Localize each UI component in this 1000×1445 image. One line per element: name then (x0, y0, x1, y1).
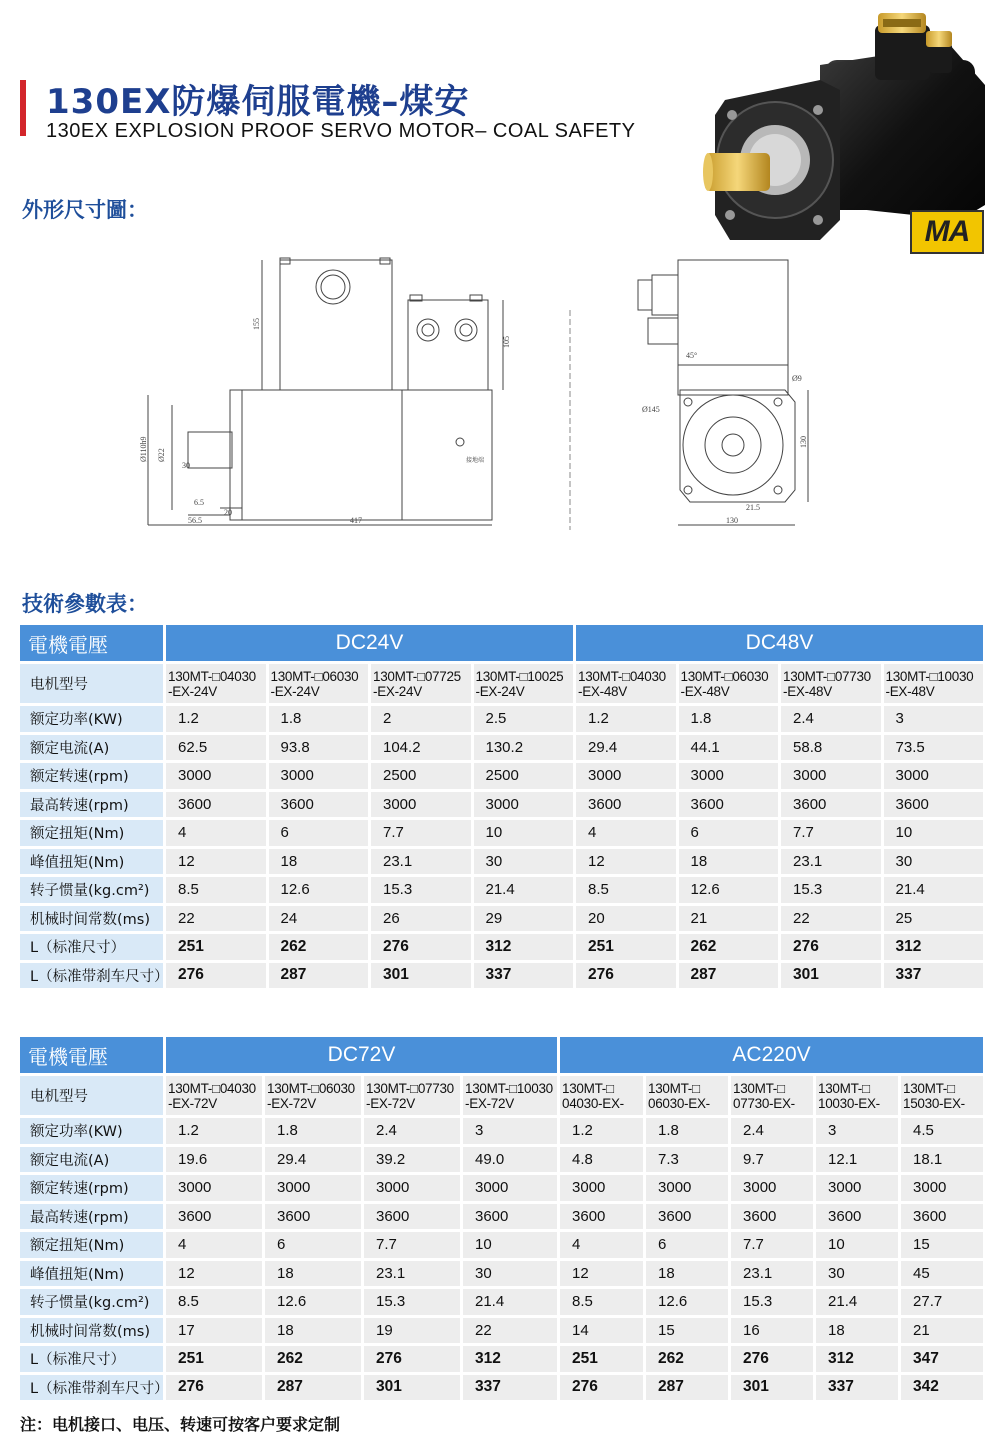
value-cell: 20 (576, 906, 679, 935)
value-cell: 8.5 (576, 877, 679, 906)
value-cell: 12 (560, 1261, 646, 1290)
value-cell: 3000 (269, 763, 372, 792)
value-cell: 30 (884, 849, 987, 878)
table-row (20, 1318, 986, 1347)
dim-105: 105 (502, 336, 511, 348)
dim-dia145: Ø145 (642, 405, 660, 414)
value-cell: 312 (816, 1346, 901, 1375)
value-cell: 3000 (731, 1175, 816, 1204)
table-row (20, 706, 986, 735)
value-cell: 3 (463, 1118, 560, 1147)
value-cell: 1.2 (560, 1118, 646, 1147)
dim-dia9: Ø9 (792, 374, 802, 383)
table-row (20, 664, 986, 706)
value-cell: 10 (474, 820, 577, 849)
value-cell: 262 (679, 934, 782, 963)
value-cell: 287 (269, 963, 372, 992)
table-row (20, 820, 986, 849)
value-cell: 22 (781, 906, 884, 935)
value-cell: 3000 (816, 1175, 901, 1204)
value-cell: 3600 (816, 1204, 901, 1233)
row-label: 电机型号 (20, 664, 166, 706)
model-line: 130MT-□ (818, 1080, 870, 1096)
ground-label: 接地端 (466, 458, 485, 464)
group-header-dc48v: DC48V (576, 625, 986, 664)
dim-21-5: 21.5 (746, 503, 760, 512)
table-row (20, 906, 986, 935)
value-cell: 3600 (364, 1204, 463, 1233)
value-cell: 30 (474, 849, 577, 878)
dimension-drawing (130, 240, 830, 540)
value-cell: 8.5 (166, 877, 269, 906)
model-cell (560, 1076, 646, 1118)
value-cell: 39.2 (364, 1147, 463, 1176)
value-cell: 3600 (576, 792, 679, 821)
model-cell (731, 1076, 816, 1118)
value-cell: 3600 (781, 792, 884, 821)
model-cell (884, 664, 987, 706)
model-cell (576, 664, 679, 706)
value-cell: 21.4 (474, 877, 577, 906)
value-cell: 23.1 (364, 1261, 463, 1290)
page-title: 130EX防爆伺服電機–煤安 (46, 82, 470, 122)
model-line: 130MT-□06030 (267, 1080, 355, 1096)
value-cell: 3000 (474, 792, 577, 821)
ma-certification-badge: MA (910, 210, 984, 254)
spec-table-dc24-dc48 (20, 625, 986, 991)
row-label: L（标准尺寸） (20, 1346, 166, 1375)
value-cell: 26 (371, 906, 474, 935)
model-cell (816, 1076, 901, 1118)
value-cell: 3600 (560, 1204, 646, 1233)
row-label: 机械时间常数(ms) (20, 906, 166, 935)
value-cell: 21.4 (816, 1289, 901, 1318)
value-cell: 287 (265, 1375, 364, 1404)
value-cell: 19.6 (166, 1147, 265, 1176)
dim-30: 30 (182, 461, 190, 470)
value-cell: 3000 (679, 763, 782, 792)
model-cell (646, 1076, 731, 1118)
table-row (20, 1147, 986, 1176)
value-cell: 12 (166, 849, 269, 878)
footnote: 注：电机接口、电压、转速可按客户要求定制 (20, 1415, 341, 1434)
value-cell: 30 (816, 1261, 901, 1290)
value-cell: 276 (166, 963, 269, 992)
value-cell: 312 (884, 934, 987, 963)
dim-56-5: 56.5 (188, 516, 202, 525)
value-cell: 276 (731, 1346, 816, 1375)
value-cell: 3600 (901, 1204, 986, 1233)
value-cell: 19 (364, 1318, 463, 1347)
value-cell: 262 (265, 1346, 364, 1375)
value-cell: 29.4 (576, 735, 679, 764)
value-cell: 8.5 (560, 1289, 646, 1318)
value-cell: 287 (646, 1375, 731, 1404)
value-cell: 276 (166, 1375, 265, 1404)
value-cell: 104.2 (371, 735, 474, 764)
value-cell: 15 (901, 1232, 986, 1261)
value-cell: 3000 (646, 1175, 731, 1204)
value-cell: 1.2 (576, 706, 679, 735)
value-cell: 10 (884, 820, 987, 849)
value-cell: 10 (463, 1232, 560, 1261)
model-cell (781, 664, 884, 706)
model-line: 10030-EX- (818, 1095, 880, 1111)
row-label: 额定转速(rpm) (20, 763, 166, 792)
value-cell: 14 (560, 1318, 646, 1347)
model-line: 130MT-□ (733, 1080, 785, 1096)
value-cell: 18 (816, 1318, 901, 1347)
table-row (20, 1175, 986, 1204)
value-cell: 15.3 (364, 1289, 463, 1318)
dim-130-height: 130 (799, 436, 808, 448)
value-cell: 18 (646, 1261, 731, 1290)
value-cell: 15.3 (371, 877, 474, 906)
value-cell: 12 (576, 849, 679, 878)
model-cell (474, 664, 577, 706)
table-row (20, 877, 986, 906)
value-cell: 3600 (265, 1204, 364, 1233)
model-cell (265, 1076, 364, 1118)
title-accent-bar (20, 80, 26, 136)
value-cell: 2 (371, 706, 474, 735)
value-cell: 3 (816, 1118, 901, 1147)
value-cell: 2.5 (474, 706, 577, 735)
table-row (20, 1346, 986, 1375)
value-cell: 3600 (166, 1204, 265, 1233)
model-line: -EX-48V (885, 683, 935, 699)
model-cell (166, 664, 269, 706)
value-cell: 18 (269, 849, 372, 878)
dimensions-heading: 外形尺寸圖： (22, 198, 148, 222)
value-cell: 44.1 (679, 735, 782, 764)
table-row (20, 763, 986, 792)
side-view (148, 258, 503, 525)
value-cell: 27.7 (901, 1289, 986, 1318)
model-line: 130MT-□ (562, 1080, 614, 1096)
spec-table-dc72-ac220 (20, 1037, 986, 1403)
value-cell: 2500 (371, 763, 474, 792)
model-line: -EX-72V (267, 1095, 316, 1111)
value-cell: 3600 (166, 792, 269, 821)
model-line: -EX-72V (465, 1095, 514, 1111)
value-cell: 29.4 (265, 1147, 364, 1176)
value-cell: 251 (560, 1346, 646, 1375)
model-cell (463, 1076, 560, 1118)
row-label: 转子惯量(kg.cm²) (20, 1289, 166, 1318)
value-cell: 7.7 (371, 820, 474, 849)
value-cell: 301 (371, 963, 474, 992)
value-cell: 3000 (166, 1175, 265, 1204)
value-cell: 7.7 (731, 1232, 816, 1261)
value-cell: 24 (269, 906, 372, 935)
value-cell: 262 (646, 1346, 731, 1375)
model-line: -EX-72V (366, 1095, 415, 1111)
model-cell (371, 664, 474, 706)
value-cell: 251 (576, 934, 679, 963)
table-row (20, 1289, 986, 1318)
value-cell: 2.4 (781, 706, 884, 735)
model-line: 130MT-□10025 (475, 668, 564, 684)
value-cell: 21.4 (884, 877, 987, 906)
value-cell: 337 (816, 1375, 901, 1404)
table-row (20, 1375, 986, 1404)
model-line: 130MT-□10030 (465, 1080, 553, 1096)
table-row (20, 963, 986, 992)
value-cell: 3000 (265, 1175, 364, 1204)
value-cell: 12.6 (679, 877, 782, 906)
value-cell: 3000 (371, 792, 474, 821)
value-cell: 18 (679, 849, 782, 878)
voltage-header-label: 電機電壓 (20, 625, 166, 664)
model-line: 06030-EX- (648, 1095, 710, 1111)
table-row (20, 735, 986, 764)
value-cell: 21 (901, 1318, 986, 1347)
value-cell: 2.4 (364, 1118, 463, 1147)
model-line: 130MT-□07730 (783, 668, 871, 684)
value-cell: 4 (560, 1232, 646, 1261)
value-cell: 3000 (901, 1175, 986, 1204)
dim-45deg: 45° (686, 351, 698, 360)
value-cell: 342 (901, 1375, 986, 1404)
row-label: 额定转速(rpm) (20, 1175, 166, 1204)
model-line: -EX-48V (783, 683, 832, 699)
group-header-dc24v: DC24V (166, 625, 576, 664)
value-cell: 58.8 (781, 735, 884, 764)
row-label: 额定扭矩(Nm) (20, 1232, 166, 1261)
value-cell: 18 (265, 1261, 364, 1290)
row-label: 峰值扭矩(Nm) (20, 1261, 166, 1290)
value-cell: 3000 (364, 1175, 463, 1204)
model-line: 07730-EX- (733, 1095, 795, 1111)
group-header-ac220v: AC220V (560, 1037, 986, 1076)
value-cell: 23.1 (371, 849, 474, 878)
row-label: L（标准尺寸） (20, 934, 166, 963)
row-label: L（标准带刹车尺寸） (20, 1375, 166, 1404)
model-line: 04030-EX- (562, 1095, 624, 1111)
value-cell: 12 (166, 1261, 265, 1290)
row-label: 额定扭矩(Nm) (20, 820, 166, 849)
table-row (20, 849, 986, 878)
value-cell: 25 (884, 906, 987, 935)
value-cell: 12.1 (816, 1147, 901, 1176)
model-line: 130MT-□04030 (168, 668, 256, 684)
table-row (20, 792, 986, 821)
value-cell: 4 (166, 1232, 265, 1261)
value-cell: 6 (269, 820, 372, 849)
table-row (20, 1232, 986, 1261)
dim-20: 20 (224, 508, 232, 517)
value-cell: 2500 (474, 763, 577, 792)
value-cell: 3000 (166, 763, 269, 792)
model-line: -EX-72V (168, 1095, 217, 1111)
model-line: -EX-24V (168, 683, 217, 699)
model-line: 130MT-□07730 (366, 1080, 454, 1096)
model-line: -EX-24V (270, 683, 320, 699)
value-cell: 22 (463, 1318, 560, 1347)
row-label: L（标准带刹车尺寸） (20, 963, 166, 992)
row-label: 额定功率(KW) (20, 706, 166, 735)
row-label: 机械时间常数(ms) (20, 1318, 166, 1347)
value-cell: 93.8 (269, 735, 372, 764)
row-label: 峰值扭矩(Nm) (20, 849, 166, 878)
value-cell: 30 (463, 1261, 560, 1290)
model-line: -EX-24V (475, 683, 525, 699)
model-line: -EX-48V (680, 683, 730, 699)
value-cell: 4.5 (901, 1118, 986, 1147)
model-line: 15030-EX- (903, 1095, 965, 1111)
model-line: -EX-48V (578, 683, 627, 699)
value-cell: 301 (731, 1375, 816, 1404)
value-cell: 347 (901, 1346, 986, 1375)
dim-dia22: Ø22 (157, 448, 166, 462)
value-cell: 337 (474, 963, 577, 992)
model-cell (679, 664, 782, 706)
dim-6-5: 6.5 (194, 498, 204, 507)
model-line: 130MT-□10030 (885, 668, 974, 684)
model-line: 130MT-□04030 (168, 1080, 256, 1096)
value-cell: 7.7 (781, 820, 884, 849)
value-cell: 1.2 (166, 706, 269, 735)
value-cell: 6 (646, 1232, 731, 1261)
value-cell: 6 (679, 820, 782, 849)
value-cell: 62.5 (166, 735, 269, 764)
value-cell: 15.3 (731, 1289, 816, 1318)
value-cell: 3000 (560, 1175, 646, 1204)
page-subtitle: 130EX EXPLOSION PROOF SERVO MOTOR– COAL SAFETY (46, 120, 636, 142)
value-cell: 1.8 (679, 706, 782, 735)
value-cell: 3000 (463, 1175, 560, 1204)
row-label: 转子惯量(kg.cm²) (20, 877, 166, 906)
value-cell: 276 (364, 1346, 463, 1375)
value-cell: 276 (371, 934, 474, 963)
value-cell: 15 (646, 1318, 731, 1347)
value-cell: 3600 (463, 1204, 560, 1233)
model-line: 130MT-□07725 (373, 668, 461, 684)
value-cell: 4 (576, 820, 679, 849)
value-cell: 23.1 (781, 849, 884, 878)
value-cell: 21.4 (463, 1289, 560, 1318)
model-line: 130MT-□06030 (680, 668, 769, 684)
model-line: 130MT-□ (903, 1080, 955, 1096)
model-line: 130MT-□04030 (578, 668, 666, 684)
value-cell: 1.8 (269, 706, 372, 735)
dim-155: 155 (252, 318, 261, 330)
value-cell: 23.1 (731, 1261, 816, 1290)
value-cell: 3000 (781, 763, 884, 792)
value-cell: 12.6 (265, 1289, 364, 1318)
value-cell: 276 (781, 934, 884, 963)
value-cell: 3600 (679, 792, 782, 821)
model-cell (901, 1076, 986, 1118)
value-cell: 16 (731, 1318, 816, 1347)
value-cell: 251 (166, 934, 269, 963)
value-cell: 3600 (884, 792, 987, 821)
value-cell: 262 (269, 934, 372, 963)
value-cell: 3000 (576, 763, 679, 792)
value-cell: 312 (463, 1346, 560, 1375)
value-cell: 18.1 (901, 1147, 986, 1176)
value-cell: 1.8 (646, 1118, 731, 1147)
value-cell: 18 (265, 1318, 364, 1347)
value-cell: 12.6 (646, 1289, 731, 1318)
value-cell: 8.5 (166, 1289, 265, 1318)
value-cell: 3000 (884, 763, 987, 792)
table-row (20, 1261, 986, 1290)
value-cell: 73.5 (884, 735, 987, 764)
value-cell: 6 (265, 1232, 364, 1261)
value-cell: 287 (679, 963, 782, 992)
value-cell: 17 (166, 1318, 265, 1347)
row-label: 额定电流(A) (20, 735, 166, 764)
model-line: 130MT-□ (648, 1080, 700, 1096)
value-cell: 337 (884, 963, 987, 992)
value-cell: 276 (576, 963, 679, 992)
value-cell: 276 (560, 1375, 646, 1404)
value-cell: 45 (901, 1261, 986, 1290)
model-line: 130MT-□06030 (270, 668, 359, 684)
value-cell: 4 (166, 820, 269, 849)
dim-130-width: 130 (726, 516, 738, 525)
value-cell: 130.2 (474, 735, 577, 764)
value-cell: 7.3 (646, 1147, 731, 1176)
value-cell: 301 (781, 963, 884, 992)
value-cell: 15.3 (781, 877, 884, 906)
row-label: 最高转速(rpm) (20, 792, 166, 821)
table-row (20, 934, 986, 963)
model-cell (166, 1076, 265, 1118)
value-cell: 29 (474, 906, 577, 935)
value-cell: 1.2 (166, 1118, 265, 1147)
end-view (638, 260, 808, 525)
model-cell (364, 1076, 463, 1118)
row-label: 电机型号 (20, 1076, 166, 1118)
model-line: -EX-24V (373, 683, 422, 699)
value-cell: 4.8 (560, 1147, 646, 1176)
value-cell: 3 (884, 706, 987, 735)
value-cell: 312 (474, 934, 577, 963)
value-cell: 251 (166, 1346, 265, 1375)
value-cell: 337 (463, 1375, 560, 1404)
value-cell: 22 (166, 906, 269, 935)
value-cell: 301 (364, 1375, 463, 1404)
value-cell: 3600 (269, 792, 372, 821)
row-label: 额定电流(A) (20, 1147, 166, 1176)
dim-dia110: Ø110h9 (139, 436, 148, 462)
value-cell: 1.8 (265, 1118, 364, 1147)
value-cell: 2.4 (731, 1118, 816, 1147)
table-row (20, 1076, 986, 1118)
row-label: 最高转速(rpm) (20, 1204, 166, 1233)
row-label: 额定功率(KW) (20, 1118, 166, 1147)
value-cell: 9.7 (731, 1147, 816, 1176)
value-cell: 7.7 (364, 1232, 463, 1261)
voltage-header-label: 電機電壓 (20, 1037, 166, 1076)
value-cell: 3600 (646, 1204, 731, 1233)
value-cell: 12.6 (269, 877, 372, 906)
value-cell: 21 (679, 906, 782, 935)
table-row (20, 1204, 986, 1233)
model-cell (269, 664, 372, 706)
value-cell: 49.0 (463, 1147, 560, 1176)
value-cell: 3600 (731, 1204, 816, 1233)
parameters-heading: 技術參數表： (22, 592, 148, 616)
group-header-dc72v: DC72V (166, 1037, 560, 1076)
table-row (20, 1118, 986, 1147)
dim-417: 417 (350, 516, 362, 525)
value-cell: 10 (816, 1232, 901, 1261)
